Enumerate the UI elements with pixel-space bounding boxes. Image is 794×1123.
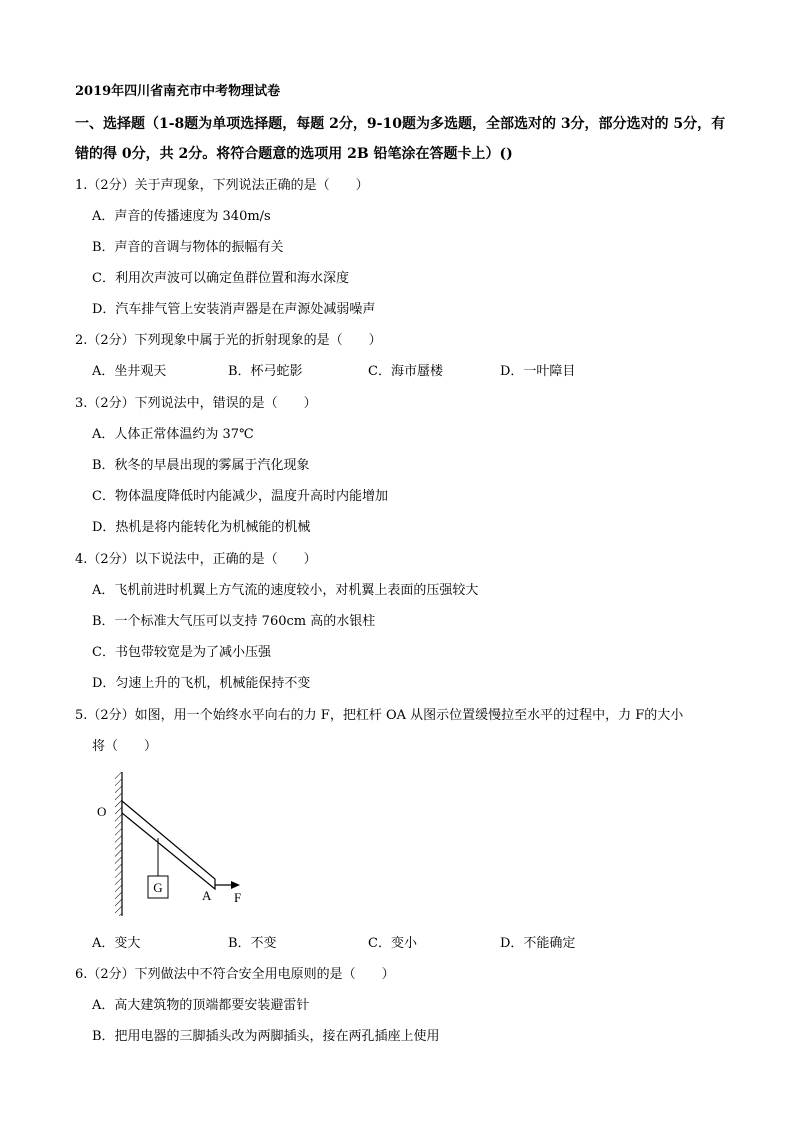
end-a-label: A [202, 888, 212, 903]
question-5-stem-line1: 5.（2分）如图，用一个始终水平向右的力 F，把杠杆 OA 从图示位置缓慢拉至水平的过程中，力 F的大小 [75, 708, 684, 723]
section-heading-line2: 错的得 0分，共 2分。将符合题意的选项用 2B 铅笔涂在答题卡上）() [75, 146, 513, 162]
exam-title: 2019年四川省南充市中考物理试卷 [75, 84, 281, 99]
question-2-option-c: C．海市蜃楼 [368, 364, 443, 379]
lever-figure [90, 768, 260, 923]
question-2-option-b: B．杯弓蛇影 [228, 364, 303, 379]
force-f-label: F [234, 890, 242, 905]
question-5-option-b: B．不变 [228, 936, 277, 951]
question-5-stem-line2: 将（ ） [92, 739, 158, 754]
question-5-option-d: D．不能确定 [500, 936, 576, 951]
question-4-stem: 4.（2分）以下说法中，正确的是（ ） [75, 552, 317, 567]
question-1-option-d: D．汽车排气管上安装消声器是在声源处减弱噪声 [92, 302, 376, 317]
question-2-option-d: D．一叶障目 [500, 364, 576, 379]
question-4-option-b: B．一个标准大气压可以支持 760cm 高的水银柱 [92, 614, 376, 629]
question-3-option-d: D．热机是将内能转化为机械能的机械 [92, 520, 311, 535]
question-4-option-a: A．飞机前进时机翼上方气流的速度较小，对机翼上表面的压强较大 [92, 583, 479, 598]
section-heading-line1: 一、选择题（1-8题为单项选择题，每题 2分，9-10题为多选题，全部选对的 3分，部分选对的 5分，有 [75, 116, 726, 132]
question-6-option-b: B．把用电器的三脚插头改为两脚插头，接在两孔插座上使用 [92, 1029, 440, 1044]
question-3-option-c: C．物体温度降低时内能减少，温度升高时内能增加 [92, 489, 388, 504]
question-3-option-a: A．人体正常体温约为 37℃ [92, 427, 254, 442]
question-1-option-c: C．利用次声波可以确定鱼群位置和海水深度 [92, 271, 349, 286]
question-2-option-a: A．坐井观天 [92, 364, 167, 379]
question-5-option-c: C．变小 [368, 936, 417, 951]
force-arrow-head [231, 881, 240, 889]
question-4-option-d: D．匀速上升的飞机，机械能保持不变 [92, 676, 311, 691]
wall-hatch [115, 772, 122, 916]
question-6-option-a: A．高大建筑物的顶端都要安装避雷针 [92, 998, 310, 1013]
question-4-option-c: C．书包带较宽是为了减小压强 [92, 645, 271, 660]
question-3-stem: 3.（2分）下列说法中，错误的是（ ） [75, 396, 317, 411]
question-3-option-b: B．秋冬的早晨出现的雾属于汽化现象 [92, 458, 310, 473]
question-1-option-b: B．声音的音调与物体的振幅有关 [92, 240, 284, 255]
question-1-option-a: A．声音的传播速度为 340m/s [92, 209, 271, 224]
weight-g-label: G [153, 880, 163, 895]
question-5-option-a: A．变大 [92, 936, 141, 951]
question-2-stem: 2.（2分）下列现象中属于光的折射现象的是（ ） [75, 333, 382, 348]
pivot-o-label: O [97, 804, 107, 819]
question-1-stem: 1.（2分）关于声现象，下列说法正确的是（ ） [75, 178, 369, 193]
question-6-stem: 6.（2分）下列做法中不符合安全用电原则的是（ ） [75, 967, 395, 982]
